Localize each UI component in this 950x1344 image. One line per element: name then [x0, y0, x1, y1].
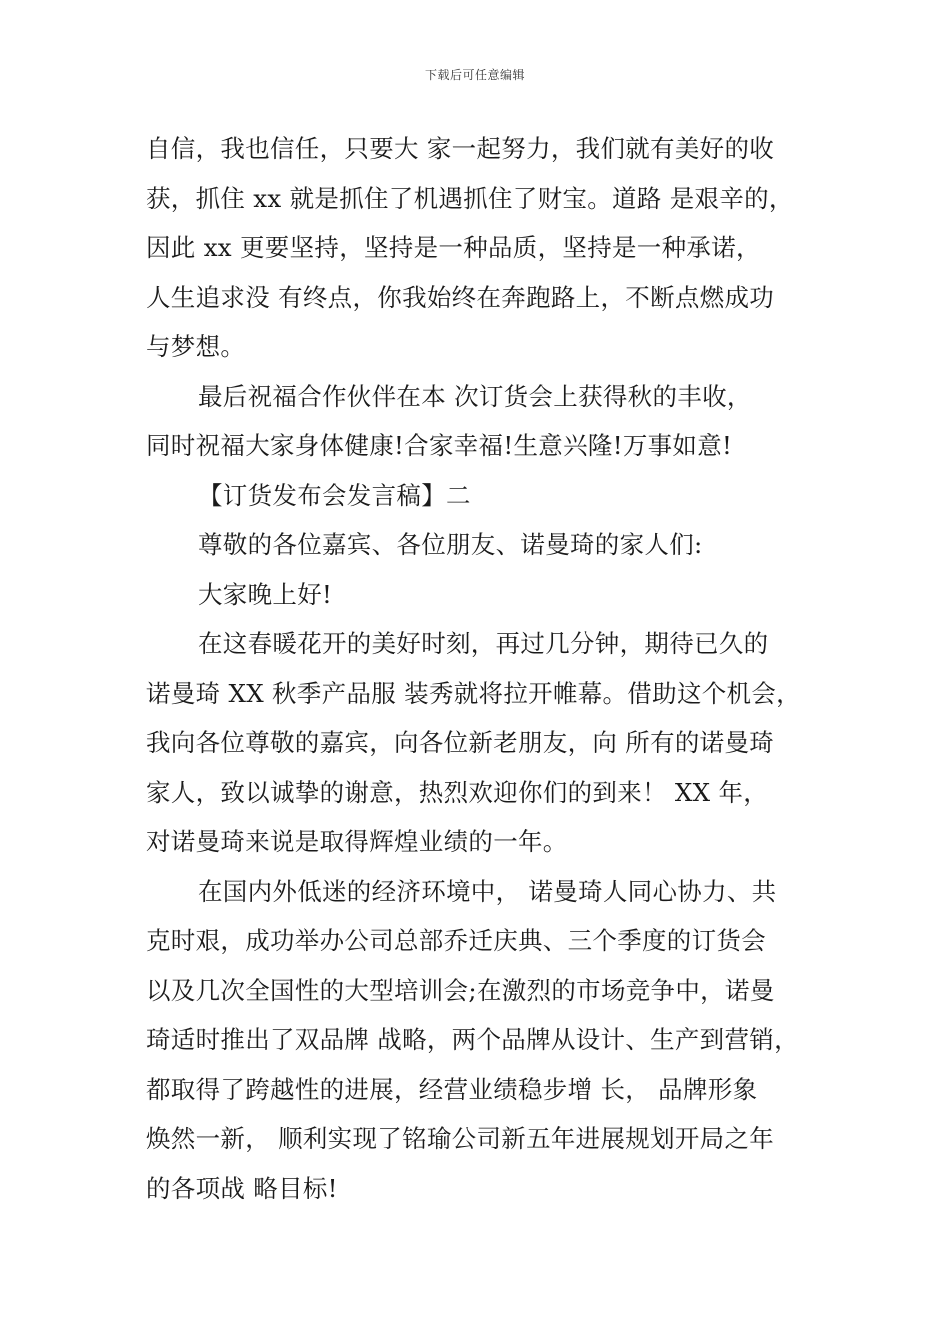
text-line: 都取得了跨越性的进展，经营业绩稳步增 长， 品牌形象 — [146, 1074, 758, 1104]
greeting: 大家晚上好! — [198, 579, 333, 609]
document-body — [146, 124, 826, 1213]
text-line: 克时艰，成功举办公司总部乔迁庆典、三个季度的订货会 — [146, 926, 766, 955]
text-line: 最后祝福合作伙伴在本 次订货会上获得秋的丰收， — [198, 381, 752, 411]
text-line: 在这春暖花开的美好时刻，再过几分钟，期待已久的 — [198, 629, 769, 658]
text-line: 的各项战 略目标! — [146, 1173, 338, 1203]
text-line: 自信，我也信任，只要大 家一起努力，我们就有美好的收 — [146, 134, 775, 163]
text-line: 以及几次全国性的大型培训会;在激烈的市场竞争中，诺曼 — [146, 975, 775, 1005]
section-heading: 【订货发布会发言稿】二 — [198, 480, 471, 510]
text-line: 对诺曼琦来说是取得辉煌业绩的一年。 — [146, 827, 568, 856]
text-line: 我向各位尊敬的嘉宾，向各位新老朋友，向 所有的诺曼琦 — [146, 728, 775, 757]
salutation: 尊敬的各位嘉宾、各位朋友、诺曼琦的家人们: — [198, 530, 703, 559]
text-line: 琦适时推出了双品牌 战略，两个品牌从设计、生产到营销， — [146, 1025, 799, 1054]
text-line: 因此 xx 更要坚持，坚持是一种品质，坚持是一种承诺， — [146, 233, 761, 262]
text-line: 同时祝福大家身体健康!合家幸福!生意兴隆!万事如意! — [146, 431, 733, 460]
text-line: 家人，致以诚挚的谢意，热烈欢迎你们的到来！ XX 年， — [146, 777, 769, 807]
text-line: 焕然一新， 顺利实现了铭瑜公司新五年进展规划开局之年 — [146, 1124, 775, 1153]
text-line: 获，抓住 xx 就是抓住了机遇抓住了财宝。道路 是艰辛的， — [146, 183, 794, 213]
text-line: 在国内外低迷的经济环境中， 诺曼琦人同心协力、共 — [198, 876, 777, 906]
text-line: 与梦想。 — [146, 332, 246, 361]
page-header-note: 下载后可任意编辑 — [424, 68, 525, 82]
text-line: 诺曼琦 XX 秋季产品服 装秀就将拉开帷幕。借助这个机会， — [146, 678, 801, 708]
text-line: 人生追求没 有终点，你我始终在奔跑路上，不断点燃成功 — [146, 282, 775, 312]
